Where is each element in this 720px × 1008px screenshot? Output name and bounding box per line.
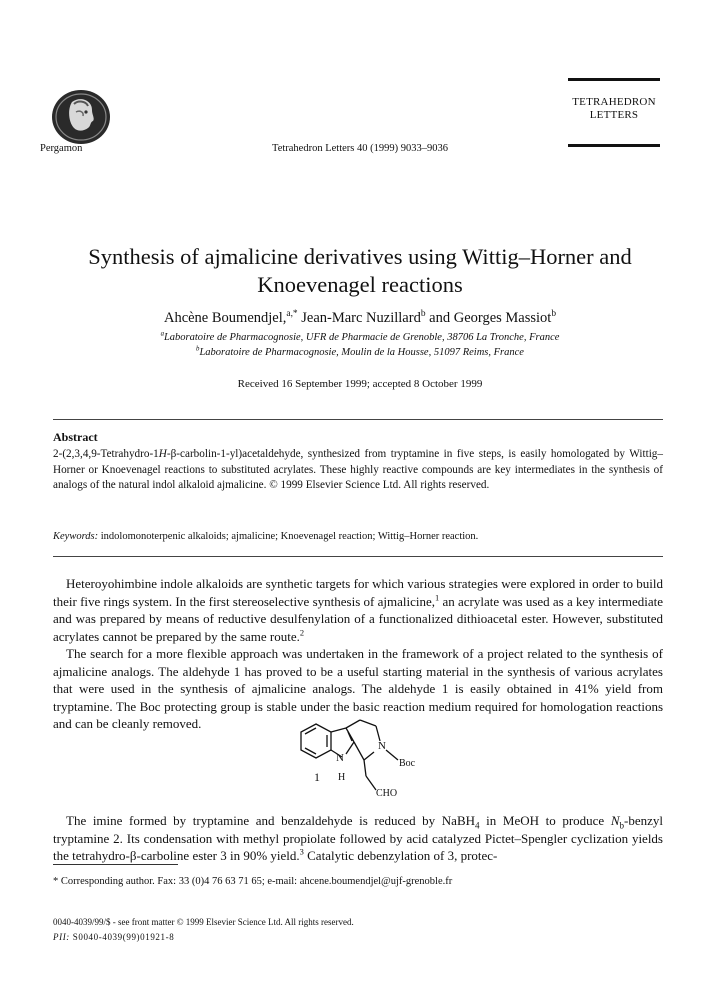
paragraph-1 [53,575,663,645]
abstract-heading: Abstract [53,430,98,444]
author-1-star: * [292,309,298,320]
received-dates: Received 16 September 1999; accepted 8 October 1999 [237,378,483,390]
p3-italic-n: N [610,813,620,828]
abstract-text-part1: 2-(2,3,4,9-Tetrahydro-1 [53,448,159,460]
author-list [0,310,720,327]
paragraph-3 [53,812,663,865]
body-text [53,575,663,733]
author-1: Ahcène Boumendjel, [163,310,287,326]
journal-title [560,96,668,122]
affiliation-b-text: Laboratoire de Pharmacognosie, Moulin de la Housse, 51097 Reims, France [199,347,524,358]
journal-title-line2: LETTERS [589,109,639,121]
publisher-logo [50,88,112,146]
abstract-text-part2: -β-carbolin-1-yl)acetaldehyde, synthesized from tryptamine in five steps, is easily homologated by Wittig–Horner or Knoevenagel reactions to substituted acrylates. These highly reactive compounds are key intermediates in the synthesis of analogs of the natural indol alkaloid ajmalicine. © 1999 Elsevier Science Ltd. All rights reserved. [53,448,663,491]
abstract-rule-top [53,419,663,420]
keywords [53,531,663,542]
author-1-affil: a, [286,309,293,320]
pii-line [53,932,174,942]
journal-rule-top [568,78,660,81]
author-2: Jean-Marc Nuzillard [297,310,421,326]
p3-text-c: -benzyl tryptamine 2. Its condensation with methyl propiolate followed by acid catalyzed Pictet–Spengler cyclization yields the tetrahydro-β-carboline ester 3 in 90% yield. [53,813,664,863]
author-2-affil: b [420,309,426,320]
ref-2: 2 [299,627,305,638]
p3-text-d: Catalytic debenzylation of 3, protec- [303,848,498,863]
corresponding-author-footnote: * Corresponding author. Fax: 33 (0)4 76 63 71 65; e-mail: ahcene.boumendjel@ujf-grenoble.fr [53,876,453,887]
footnote-rule [53,864,178,865]
journal-rule-bottom [568,144,660,147]
chemical-structure-figure [296,716,426,808]
p1-text-a: Heteroyohimbine indole alkaloids are synthetic targets for which various strategies were explored in order to build their five rings system. In the first stereoselective synthesis of ajmalicine, [53,576,663,609]
body-text-continued [53,812,663,865]
author-3: and Georges Massiot [425,310,552,326]
publisher-name: Pergamon [40,143,83,154]
journal-citation: Tetrahedron Letters 40 (1999) 9033–9036 [272,143,448,154]
affiliation-b-mark: b [196,345,200,353]
indole-n-label: N [336,752,344,764]
abstract-italic-h: H [158,448,167,460]
copyright-line: 0040-4039/99/$ - see front matter © 1999 Elsevier Science Ltd. All rights reserved. [53,917,354,927]
boc-label: Boc [399,758,416,769]
indole-h-label: H [338,772,346,783]
pii-value: S0040-4039(99)01921-8 [69,932,175,942]
p1-text-b: an acrylate was used as a key intermediate and was prepared by means of reductive desulfenylation of a functionalized dithioacetal ester. However, substituted acrylates cannot be prepared by the same route. [53,593,663,644]
journal-title-line1: TETRAHEDRON [572,96,656,108]
affiliation-a-text: Laboratoire de Pharmacognosie, UFR de Pharmacie de Grenoble, 38706 La Tronche, France [163,332,560,343]
keywords-list: indolomonoterpenic alkaloids; ajmalicine; Knoevenagel reaction; Wittig–Horner reaction. [98,531,479,542]
p3-text-a: The imine formed by tryptamine and benzaldehyde is reduced by NaBH [66,813,476,828]
p3-sub-4: 4 [475,820,480,831]
abstract-rule-bottom [53,556,663,557]
compound-number: 1 [314,770,320,784]
article-title [40,243,680,299]
ref-3: 3 [299,846,304,857]
p3-sub-b: b [619,820,625,831]
affiliation-a-mark: a [160,330,164,338]
affiliation-b [0,347,720,358]
author-3-affil: b [551,309,557,320]
title-line1: Synthesis of ajmalicine derivatives using Wittig–Horner and [88,244,632,269]
piperidine-n-label: N [378,740,386,752]
keywords-label: Keywords: [53,531,99,542]
abstract-text [53,447,663,494]
ref-1: 1 [434,592,440,603]
cho-label: CHO [376,788,398,799]
affiliation-a [0,332,720,343]
p3-text-b: in MeOH to produce [479,813,611,828]
paragraph-2: The search for a more flexible approach was undertaken in the framework of a project related to the synthesis of ajmalicine analogs. The aldehyde 1 has proved to be a useful starting material in the synthesis of various acrylates that were used in the synthesis of ajmalicine analogs. The aldehyde 1 is easily obtained in 41% yield from tryptamine. The Boc protecting group is stable under the basic reaction medium required for homologation reactions and can be cleanly removed. [53,646,663,731]
title-line2: Knoevenagel reactions [257,272,463,297]
pii-label: PII: [53,932,70,942]
